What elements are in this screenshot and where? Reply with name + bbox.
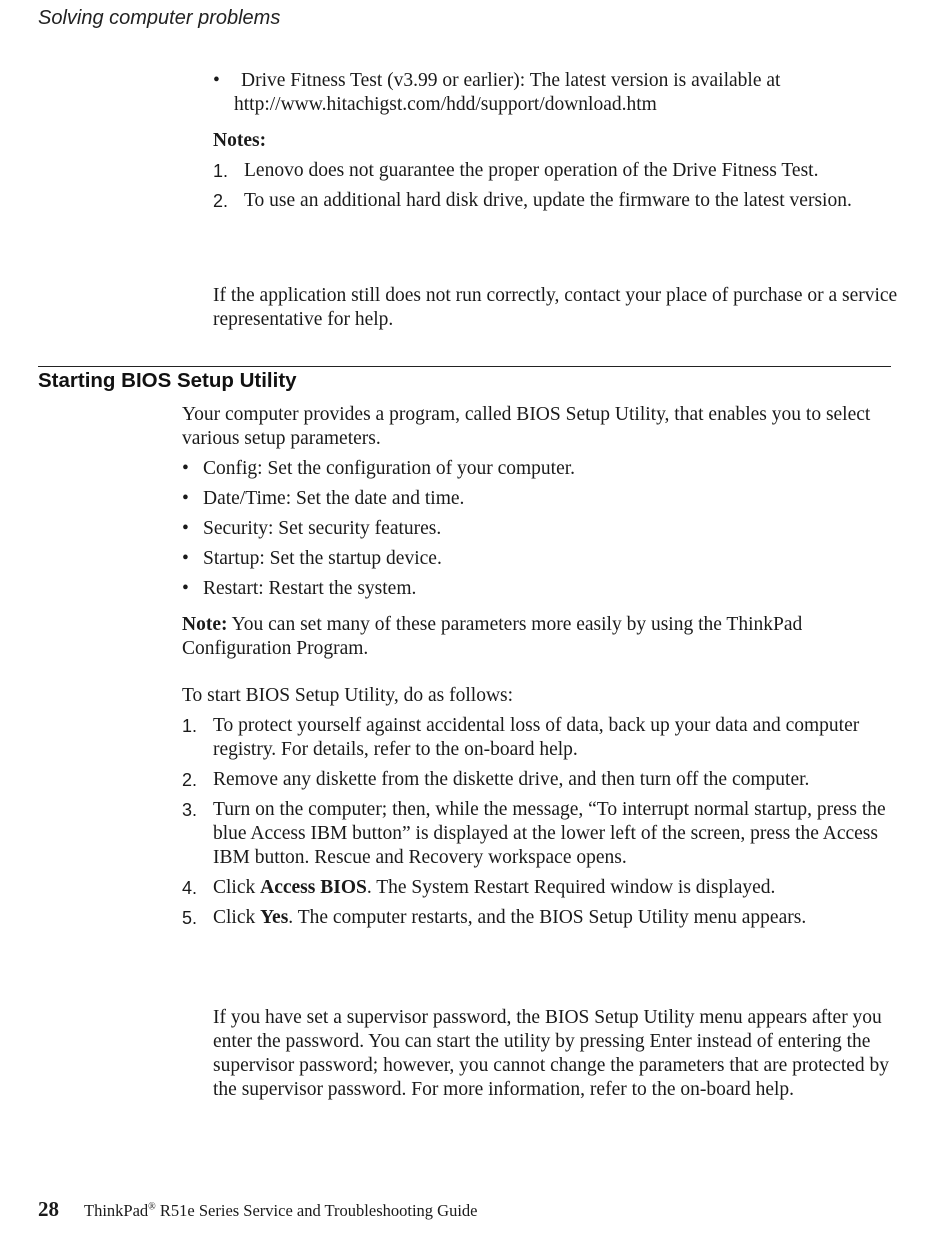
note-text: You can set many of these parameters more easily by using the ThinkPad Configuration Program.: [182, 614, 803, 659]
list-number: 1.: [182, 716, 198, 736]
note-label: Note:: [182, 614, 228, 635]
list-text: [213, 906, 892, 930]
steps-intro: To start BIOS Setup Utility, do as follows:: [182, 685, 514, 706]
brand-name: ThinkPad: [84, 1201, 149, 1220]
title-rest: R51e Series Service and Troubleshooting Guide: [155, 1201, 478, 1220]
list-item: [182, 876, 892, 900]
step-followup-wrapper: [182, 1006, 892, 1102]
bullet-mark: •: [213, 70, 220, 91]
step-followup-paragraph: If you have set a supervisor password, the BIOS Setup Utility menu appears after you enter the password. You can start the utility by pressing Enter instead of entering the supervisor password; however, you cannot change the parameters that are protected by the supervisor password. For more information, refer to the on-board help.: [213, 1007, 890, 1100]
list-number: 2.: [213, 191, 229, 211]
intro-paragraph: Your computer provides a program, called BIOS Setup Utility, that enables you to select various setup parameters.: [182, 404, 871, 449]
download-bullet: [213, 69, 903, 117]
bullet-text: Drive Fitness Test (v3.99 or earlier): The latest version is available at: [241, 70, 781, 91]
running-header: Solving computer problems: [38, 7, 281, 29]
step-suffix: . The System Restart Required window is displayed.: [366, 877, 776, 898]
list-item: [182, 577, 882, 601]
list-number: 4.: [182, 878, 198, 898]
list-number: 2.: [182, 770, 198, 790]
notes-list: [213, 159, 893, 213]
list-text: [213, 876, 892, 900]
list-item: [213, 159, 893, 183]
page-number: 28: [38, 1197, 59, 1221]
list-text: Startup: Set the startup device.: [203, 548, 442, 569]
list-text: To use an additional hard disk drive, update the firmware to the latest version.: [244, 190, 852, 211]
list-item: [182, 768, 892, 792]
steps-list: [182, 714, 892, 930]
step-suffix: . The computer restarts, and the BIOS Setup Utility menu appears.: [288, 907, 807, 928]
list-text: Date/Time: Set the date and time.: [203, 488, 465, 509]
list-item: [182, 714, 892, 762]
bullet-mark: •: [182, 548, 189, 569]
bullet-mark: •: [182, 518, 189, 539]
parameter-list: [182, 457, 882, 601]
note-paragraph: [182, 613, 882, 661]
bullet-mark: •: [182, 488, 189, 509]
book-title: [84, 1201, 478, 1221]
list-text: Security: Set security features.: [203, 518, 442, 539]
list-text: Lenovo does not guarantee the proper operation of the Drive Fitness Test.: [244, 160, 819, 181]
step-prefix: Click: [213, 907, 261, 928]
bullet-mark: •: [182, 578, 189, 599]
list-item: [213, 189, 893, 213]
list-item: [182, 906, 892, 930]
list-text: Restart: Restart the system.: [203, 578, 417, 599]
list-text: To protect yourself against accidental loss of data, back up your data and computer registry. For details, refer to the on-board help.: [213, 715, 860, 760]
list-item: [182, 547, 882, 571]
list-text: Remove any diskette from the diskette drive, and then turn off the computer.: [213, 769, 810, 790]
notes-label: Notes:: [213, 130, 267, 151]
section-divider: [38, 366, 891, 367]
list-item: [182, 457, 882, 481]
section-heading: Starting BIOS Setup Utility: [38, 369, 297, 392]
list-item: [182, 798, 892, 870]
yes-term: Yes: [260, 907, 289, 928]
list-number: 5.: [182, 908, 198, 928]
list-item: [182, 487, 882, 511]
list-item: [182, 517, 882, 541]
list-text: Config: Set the configuration of your computer.: [203, 458, 576, 479]
registered-mark: ®: [148, 1201, 156, 1213]
list-number: 3.: [182, 800, 198, 820]
step-prefix: Click: [213, 877, 261, 898]
page-footer: [38, 1197, 478, 1222]
access-bios-term: Access BIOS: [260, 877, 367, 898]
download-url: http://www.hitachigst.com/hdd/support/download.htm: [234, 94, 657, 115]
bullet-mark: •: [182, 458, 189, 479]
list-text: Turn on the computer; then, while the message, “To interrupt normal startup, press the blue Access IBM button” is displayed at the lower left of the screen, press the Access IBM button. Rescue and Recovery workspace opens.: [213, 799, 886, 868]
closing-paragraph: If the application still does not run correctly, contact your place of purchase or a service representative for help.: [213, 285, 898, 330]
list-number: 1.: [213, 161, 229, 181]
